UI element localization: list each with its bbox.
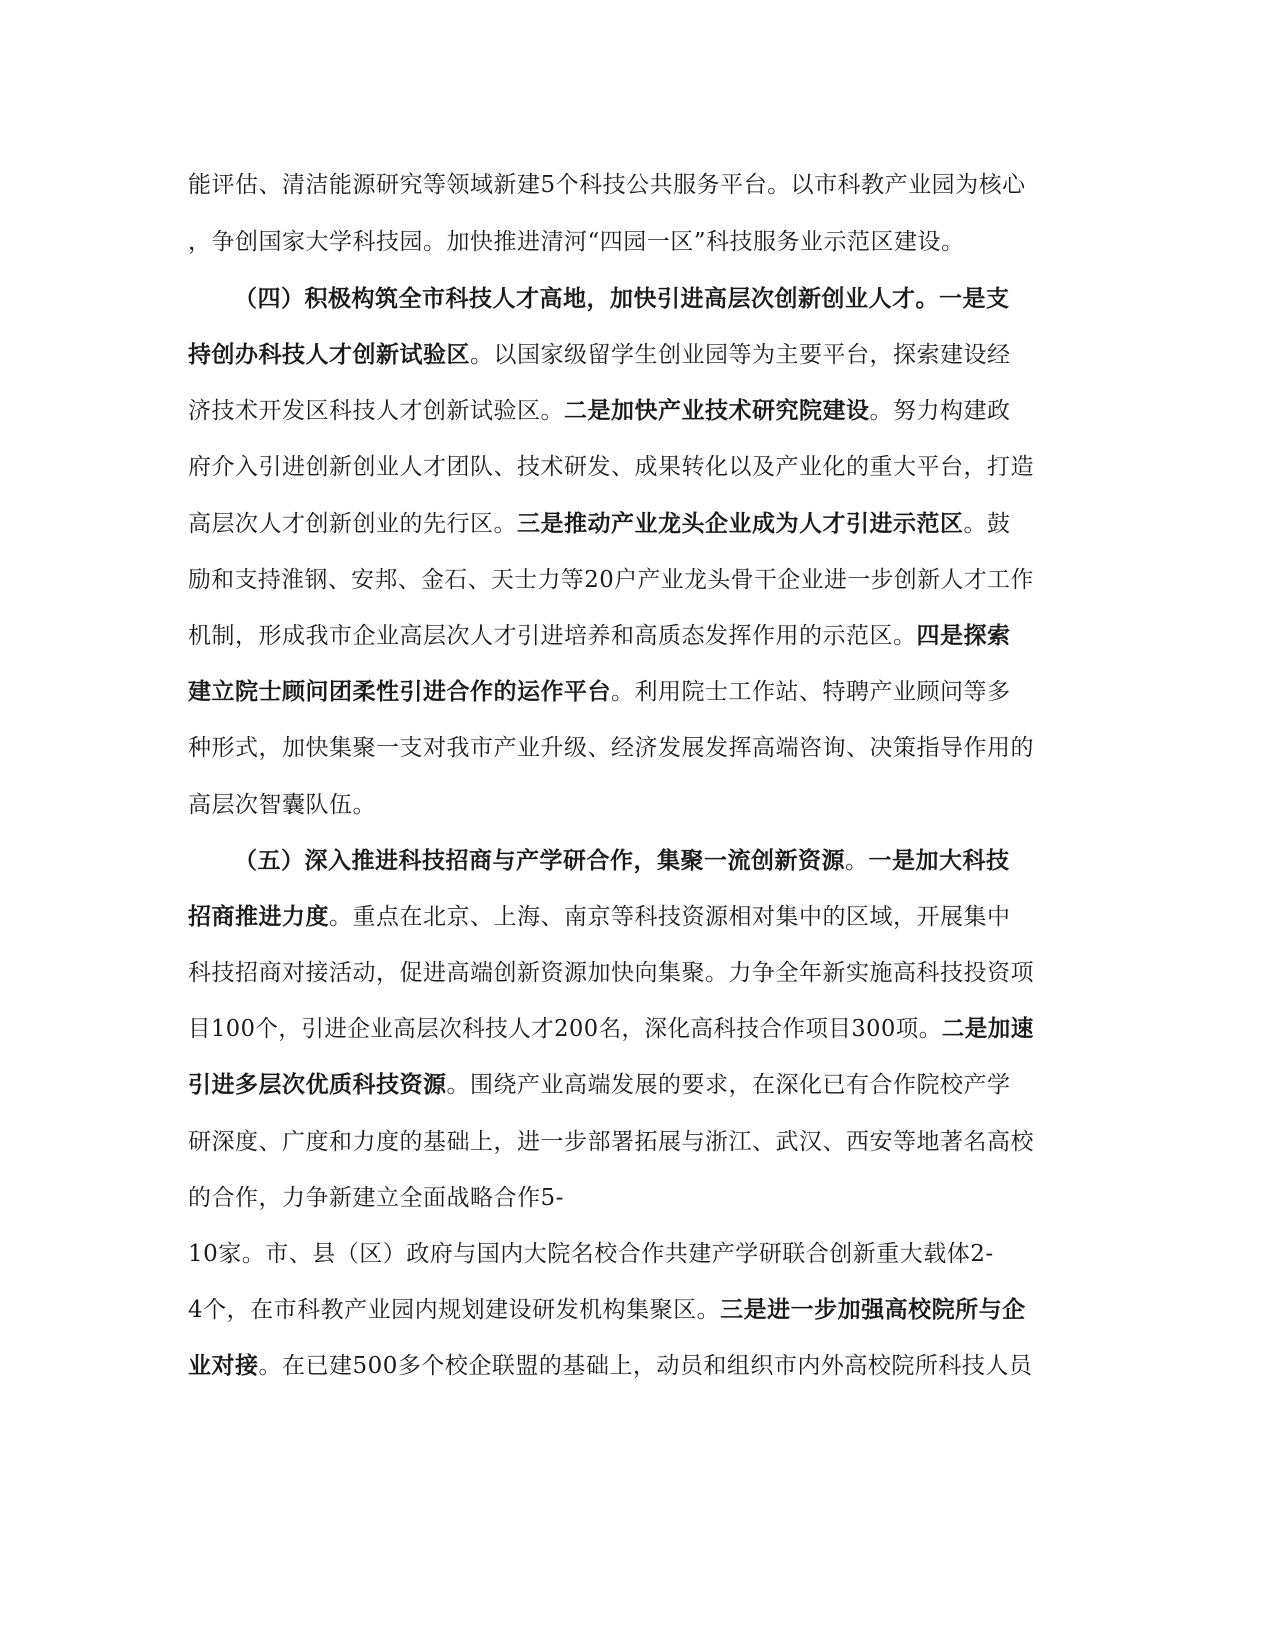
text-line	[188, 1127, 1034, 1157]
text-run: 高层次人才创新创业的先行区。	[188, 511, 517, 537]
text-line	[188, 340, 1011, 370]
text-run: 。鼓	[963, 511, 1011, 537]
bold-text-run: （四）积极构筑全市科技人才高地，加快引进高层次创新创业人才。一是支	[234, 285, 1010, 312]
text-run: 。围绕产业高端发展的要求，在深化已有合作院校产学	[446, 1072, 1011, 1098]
bold-text-run: 四是探索	[916, 622, 1011, 649]
text-run: 4个，在市科教产业园内规划建设研发机构集聚区。	[188, 1297, 721, 1323]
text-line	[188, 227, 965, 257]
text-line	[188, 1183, 564, 1213]
text-run: 府介入引进创新创业人才团队、技术研发、成果转化以及产业化的重大平台，打造	[188, 454, 1034, 480]
text-line	[188, 1070, 1011, 1100]
text-run: 。利用院士工作站、特聘产业顾问等多	[611, 679, 1011, 705]
text-run: 研深度、广度和力度的基础上，进一步部署拓展与浙江、武汉、西安等地著名高校	[188, 1129, 1034, 1155]
text-run: 。以国家级留学生创业园等为主要平台，探索建设经	[470, 342, 1011, 368]
text-line	[188, 1014, 1034, 1044]
text-run: 。	[845, 848, 869, 874]
text-line	[234, 284, 1010, 314]
bold-text-run: 业对接	[188, 1352, 259, 1379]
text-run: 目100个，引进企业高层次科技人才200名，深化高科技合作项目300项。	[188, 1016, 942, 1042]
bold-text-run: 二是加速	[941, 1015, 1034, 1042]
bold-text-run: 三是推动产业龙头企业成为人才引进示范区	[517, 510, 964, 537]
text-line	[188, 1295, 1026, 1325]
text-line	[188, 902, 1011, 932]
bold-text-run: 持创办科技人才创新试验区	[188, 341, 470, 368]
text-run: 。努力构建政	[869, 398, 1011, 424]
text-line	[188, 958, 1034, 988]
text-line	[188, 170, 1026, 200]
text-line	[188, 621, 1011, 651]
bold-text-run: 二是加快产业技术研究院建设	[564, 397, 870, 424]
text-line	[188, 452, 1034, 482]
text-run: 。在已建500多个校企联盟的基础上，动员和组织市内外高校院所科技人员	[258, 1353, 1033, 1379]
bold-text-run: （五）深入推进科技招商与产学研合作，集聚一流创新资源	[234, 847, 845, 874]
bold-text-run: 引进多层次优质科技资源	[188, 1071, 447, 1098]
text-run: 能评估、清洁能源研究等领域新建5个科技公共服务平台。以市科教产业园为核心	[188, 172, 1026, 198]
text-line	[188, 677, 1011, 707]
text-line	[188, 790, 376, 820]
text-run: 10家。市、县（区）政府与国内大院名校合作共建产学研联合创新重大载体2-	[188, 1241, 994, 1267]
bold-text-run: 三是进一步加强高校院所与企	[720, 1296, 1026, 1323]
text-run: 高层次智囊队伍。	[188, 792, 376, 818]
text-line	[188, 396, 1011, 426]
text-run: 。重点在北京、上海、南京等科技资源相对集中的区域，开展集中	[329, 904, 1011, 930]
text-run: 济技术开发区科技人才创新试验区。	[188, 398, 564, 424]
text-line	[188, 509, 1011, 539]
text-run: 种形式，加快集聚一支对我市产业升级、经济发展发挥高端咨询、决策指导作用的	[188, 735, 1034, 761]
text-line	[234, 846, 1010, 876]
text-run: ，争创国家大学科技园。加快推进清河“四园一区”科技服务业示范区建设。	[188, 229, 965, 255]
text-run: 科技招商对接活动，促进高端创新资源加快向集聚。力争全年新实施高科技投资项	[188, 960, 1034, 986]
bold-text-run: 一是加大科技	[868, 847, 1010, 874]
text-line	[188, 1351, 1032, 1381]
bold-text-run: 建立院士顾问团柔性引进合作的运作平台	[188, 678, 611, 705]
text-line	[188, 733, 1034, 763]
text-run: 励和支持淮钢、安邦、金石、天士力等20户产业龙头骨干企业进一步创新人才工作	[188, 567, 1034, 593]
bold-text-run: 招商推进力度	[188, 903, 329, 930]
text-line	[188, 565, 1034, 595]
text-run: 的合作，力争新建立全面战略合作5-	[188, 1185, 564, 1211]
text-run: 机制，形成我市企业高层次人才引进培养和高质态发挥作用的示范区。	[188, 623, 917, 649]
text-line	[188, 1239, 994, 1269]
